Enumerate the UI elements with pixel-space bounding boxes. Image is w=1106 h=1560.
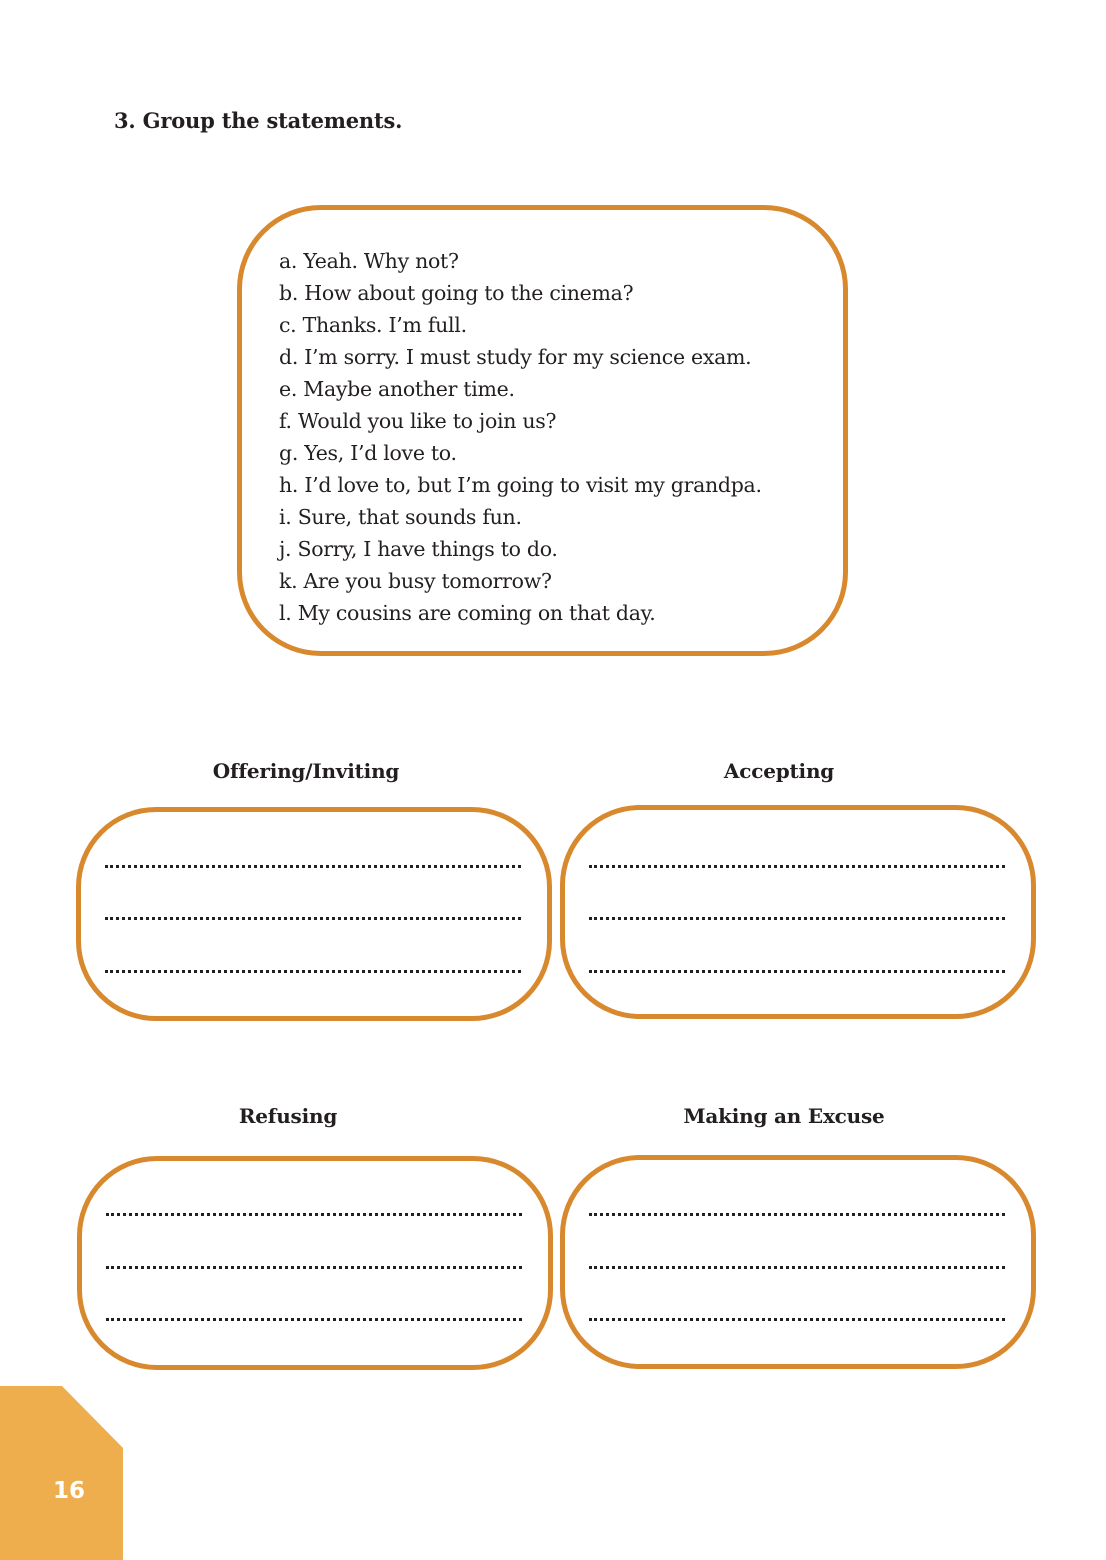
statement-list bbox=[279, 245, 762, 629]
offering-inviting-box bbox=[76, 807, 552, 1021]
exercise-instruction: 3. Group the statements. bbox=[114, 108, 403, 133]
offering-inviting-title: Offering/Inviting bbox=[212, 759, 400, 783]
answer-line[interactable] bbox=[106, 1213, 522, 1216]
statement-j: j. Sorry, I have things to do. bbox=[279, 537, 558, 561]
answer-line[interactable] bbox=[589, 917, 1005, 920]
statement-h: h. I’d love to, but I’m going to visit my grandpa. bbox=[279, 473, 762, 497]
answer-line[interactable] bbox=[589, 865, 1005, 868]
statement-a: a. Yeah. Why not? bbox=[279, 249, 459, 273]
statement-k: k. Are you busy tomorrow? bbox=[279, 569, 552, 593]
refusing-title: Refusing bbox=[238, 1104, 338, 1128]
answer-line[interactable] bbox=[589, 970, 1005, 973]
answer-line[interactable] bbox=[589, 1266, 1005, 1269]
statement-d: d. I’m sorry. I must study for my science exam. bbox=[279, 345, 752, 369]
answer-line[interactable] bbox=[589, 1318, 1005, 1321]
refusing-box bbox=[77, 1156, 553, 1370]
page-tab bbox=[0, 1386, 123, 1560]
accepting-title: Accepting bbox=[723, 759, 835, 783]
answer-line[interactable] bbox=[105, 970, 521, 973]
answer-line[interactable] bbox=[106, 1266, 522, 1269]
answer-line[interactable] bbox=[105, 917, 521, 920]
statements-box bbox=[237, 205, 848, 656]
making-an-excuse-box bbox=[560, 1155, 1036, 1369]
answer-line[interactable] bbox=[589, 1213, 1005, 1216]
accepting-box bbox=[560, 805, 1036, 1019]
statement-f: f. Would you like to join us? bbox=[279, 409, 557, 433]
making-an-excuse-title: Making an Excuse bbox=[683, 1104, 885, 1128]
statement-e: e. Maybe another time. bbox=[279, 377, 515, 401]
statement-b: b. How about going to the cinema? bbox=[279, 281, 634, 305]
answer-line[interactable] bbox=[106, 1318, 522, 1321]
statement-l: l. My cousins are coming on that day. bbox=[279, 601, 656, 625]
answer-line[interactable] bbox=[105, 865, 521, 868]
statement-i: i. Sure, that sounds fun. bbox=[279, 505, 522, 529]
statement-c: c. Thanks. I’m full. bbox=[279, 313, 467, 337]
page-number: 16 bbox=[52, 1478, 85, 1504]
statement-g: g. Yes, I’d love to. bbox=[279, 441, 457, 465]
